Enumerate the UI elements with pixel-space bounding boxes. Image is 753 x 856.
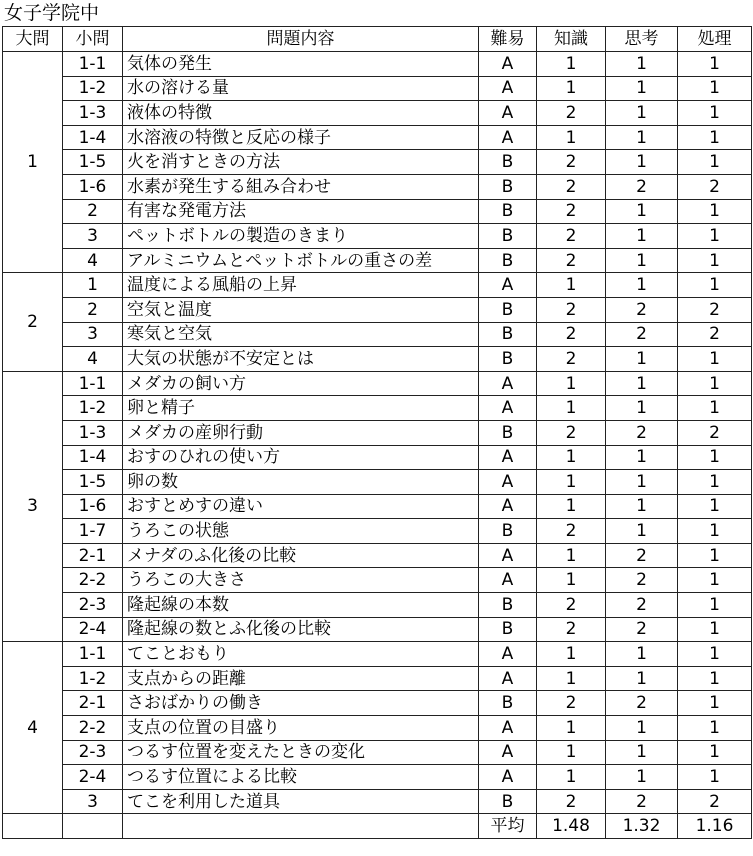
knowledge-score-cell: 2: [537, 420, 606, 445]
minor-question-cell: 1-1: [63, 52, 123, 77]
summary-blank: [3, 814, 63, 839]
difficulty-cell: A: [479, 445, 537, 470]
table-row: [3, 224, 752, 249]
table-row: [3, 125, 752, 150]
thinking-score-cell: 2: [606, 543, 678, 568]
table-row: [3, 617, 752, 642]
header-processing: 処理: [678, 27, 752, 52]
difficulty-cell: B: [479, 199, 537, 224]
knowledge-score-cell: 1: [537, 371, 606, 396]
thinking-score-cell: 1: [606, 740, 678, 765]
difficulty-cell: B: [479, 617, 537, 642]
summary-thinking: 1.32: [606, 814, 678, 839]
minor-question-cell: 1-1: [63, 371, 123, 396]
processing-score-cell: 1: [678, 593, 752, 618]
table-row: [3, 519, 752, 544]
difficulty-cell: A: [479, 642, 537, 667]
difficulty-cell: A: [479, 765, 537, 790]
table-row: [3, 297, 752, 322]
thinking-score-cell: 1: [606, 396, 678, 421]
thinking-score-cell: 1: [606, 642, 678, 667]
summary-blank: [63, 814, 123, 839]
table-row: [3, 494, 752, 519]
minor-question-cell: 1-7: [63, 519, 123, 544]
table-row: [3, 199, 752, 224]
knowledge-score-cell: 1: [537, 494, 606, 519]
table-row: [3, 273, 752, 298]
question-content-cell: 隆起線の数とふ化後の比較: [123, 617, 479, 642]
header-knowledge: 知識: [537, 27, 606, 52]
processing-score-cell: 1: [678, 740, 752, 765]
thinking-score-cell: 1: [606, 519, 678, 544]
thinking-score-cell: 1: [606, 470, 678, 495]
knowledge-score-cell: 1: [537, 765, 606, 790]
difficulty-cell: A: [479, 273, 537, 298]
question-content-cell: 支点の位置の目盛り: [123, 716, 479, 741]
minor-question-cell: 2-1: [63, 543, 123, 568]
summary-label: 平均: [479, 814, 537, 839]
minor-question-cell: 2: [63, 199, 123, 224]
summary-knowledge: 1.48: [537, 814, 606, 839]
table-row: [3, 765, 752, 790]
minor-question-cell: 2-4: [63, 765, 123, 790]
difficulty-cell: A: [479, 125, 537, 150]
minor-question-cell: 3: [63, 322, 123, 347]
question-content-cell: メダカの飼い方: [123, 371, 479, 396]
knowledge-score-cell: 1: [537, 52, 606, 77]
minor-question-cell: 4: [63, 347, 123, 372]
minor-question-cell: 2-2: [63, 716, 123, 741]
processing-score-cell: 1: [678, 248, 752, 273]
minor-question-cell: 2: [63, 297, 123, 322]
knowledge-score-cell: 2: [537, 248, 606, 273]
question-content-cell: 卵と精子: [123, 396, 479, 421]
processing-score-cell: 1: [678, 445, 752, 470]
thinking-score-cell: 2: [606, 174, 678, 199]
question-content-cell: メナダのふ化後の比較: [123, 543, 479, 568]
processing-score-cell: 1: [678, 519, 752, 544]
difficulty-cell: B: [479, 789, 537, 814]
difficulty-cell: B: [479, 347, 537, 372]
thinking-score-cell: 1: [606, 101, 678, 126]
minor-question-cell: 1-4: [63, 125, 123, 150]
table-row: [3, 642, 752, 667]
difficulty-cell: B: [479, 519, 537, 544]
knowledge-score-cell: 2: [537, 224, 606, 249]
processing-score-cell: 1: [678, 642, 752, 667]
header-content: 問題内容: [123, 27, 479, 52]
question-content-cell: 水の溶ける量: [123, 76, 479, 101]
thinking-score-cell: 1: [606, 494, 678, 519]
processing-score-cell: 1: [678, 52, 752, 77]
table-row: [3, 52, 752, 77]
question-content-cell: てことおもり: [123, 642, 479, 667]
processing-score-cell: 1: [678, 716, 752, 741]
processing-score-cell: 1: [678, 666, 752, 691]
major-question-cell: 4: [3, 642, 63, 814]
knowledge-score-cell: 2: [537, 297, 606, 322]
difficulty-cell: B: [479, 593, 537, 618]
difficulty-cell: A: [479, 101, 537, 126]
thinking-score-cell: 1: [606, 52, 678, 77]
knowledge-score-cell: 1: [537, 273, 606, 298]
minor-question-cell: 2-1: [63, 691, 123, 716]
table-row: [3, 568, 752, 593]
processing-score-cell: 1: [678, 396, 752, 421]
minor-question-cell: 3: [63, 789, 123, 814]
difficulty-cell: B: [479, 420, 537, 445]
question-content-cell: 大気の状態が不安定とは: [123, 347, 479, 372]
knowledge-score-cell: 1: [537, 445, 606, 470]
processing-score-cell: 2: [678, 789, 752, 814]
thinking-score-cell: 2: [606, 593, 678, 618]
minor-question-cell: 1-2: [63, 76, 123, 101]
header-minor: 小問: [63, 27, 123, 52]
question-content-cell: 水溶液の特徴と反応の様子: [123, 125, 479, 150]
thinking-score-cell: 2: [606, 322, 678, 347]
table-row: [3, 593, 752, 618]
summary-processing: 1.16: [678, 814, 752, 839]
header-major: 大問: [3, 27, 63, 52]
knowledge-score-cell: 2: [537, 174, 606, 199]
table-row: [3, 371, 752, 396]
processing-score-cell: 1: [678, 691, 752, 716]
thinking-score-cell: 1: [606, 224, 678, 249]
table-row: [3, 740, 752, 765]
thinking-score-cell: 2: [606, 568, 678, 593]
thinking-score-cell: 1: [606, 347, 678, 372]
question-content-cell: 液体の特徴: [123, 101, 479, 126]
processing-score-cell: 1: [678, 765, 752, 790]
table-row: [3, 445, 752, 470]
knowledge-score-cell: 2: [537, 347, 606, 372]
processing-score-cell: 1: [678, 76, 752, 101]
minor-question-cell: 1-6: [63, 494, 123, 519]
knowledge-score-cell: 2: [537, 150, 606, 175]
minor-question-cell: 4: [63, 248, 123, 273]
knowledge-score-cell: 1: [537, 543, 606, 568]
table-row: [3, 174, 752, 199]
question-analysis-table: [2, 26, 752, 839]
question-content-cell: おすとめすの違い: [123, 494, 479, 519]
question-content-cell: おすのひれの使い方: [123, 445, 479, 470]
question-content-cell: ペットボトルの製造のきまり: [123, 224, 479, 249]
table-row: [3, 716, 752, 741]
question-content-cell: うろこの大きさ: [123, 568, 479, 593]
processing-score-cell: 1: [678, 543, 752, 568]
summary-row: [3, 814, 752, 839]
minor-question-cell: 1-2: [63, 396, 123, 421]
difficulty-cell: B: [479, 297, 537, 322]
difficulty-cell: A: [479, 494, 537, 519]
knowledge-score-cell: 1: [537, 740, 606, 765]
minor-question-cell: 2-2: [63, 568, 123, 593]
processing-score-cell: 1: [678, 371, 752, 396]
knowledge-score-cell: 2: [537, 322, 606, 347]
difficulty-cell: A: [479, 716, 537, 741]
minor-question-cell: 1-4: [63, 445, 123, 470]
thinking-score-cell: 2: [606, 789, 678, 814]
minor-question-cell: 2-4: [63, 617, 123, 642]
question-content-cell: うろこの状態: [123, 519, 479, 544]
processing-score-cell: 2: [678, 322, 752, 347]
processing-score-cell: 1: [678, 617, 752, 642]
knowledge-score-cell: 1: [537, 396, 606, 421]
knowledge-score-cell: 1: [537, 666, 606, 691]
processing-score-cell: 2: [678, 297, 752, 322]
difficulty-cell: B: [479, 174, 537, 199]
minor-question-cell: 3: [63, 224, 123, 249]
minor-question-cell: 1-3: [63, 420, 123, 445]
minor-question-cell: 1: [63, 273, 123, 298]
minor-question-cell: 1-2: [63, 666, 123, 691]
question-content-cell: 水素が発生する組み合わせ: [123, 174, 479, 199]
table-row: [3, 666, 752, 691]
knowledge-score-cell: 1: [537, 642, 606, 667]
thinking-score-cell: 1: [606, 666, 678, 691]
processing-score-cell: 1: [678, 347, 752, 372]
thinking-score-cell: 1: [606, 76, 678, 101]
question-content-cell: つるす位置による比較: [123, 765, 479, 790]
thinking-score-cell: 1: [606, 445, 678, 470]
header-row: [3, 27, 752, 52]
table-row: [3, 789, 752, 814]
processing-score-cell: 1: [678, 224, 752, 249]
question-content-cell: てこを利用した道具: [123, 789, 479, 814]
thinking-score-cell: 2: [606, 617, 678, 642]
knowledge-score-cell: 2: [537, 617, 606, 642]
thinking-score-cell: 1: [606, 199, 678, 224]
knowledge-score-cell: 1: [537, 125, 606, 150]
major-question-cell: 2: [3, 273, 63, 371]
difficulty-cell: B: [479, 224, 537, 249]
table-row: [3, 101, 752, 126]
knowledge-score-cell: 2: [537, 789, 606, 814]
thinking-score-cell: 1: [606, 248, 678, 273]
minor-question-cell: 1-5: [63, 470, 123, 495]
knowledge-score-cell: 2: [537, 101, 606, 126]
major-question-cell: 3: [3, 371, 63, 642]
knowledge-score-cell: 2: [537, 593, 606, 618]
summary-blank: [123, 814, 479, 839]
table-row: [3, 76, 752, 101]
difficulty-cell: A: [479, 470, 537, 495]
minor-question-cell: 1-3: [63, 101, 123, 126]
difficulty-cell: A: [479, 666, 537, 691]
processing-score-cell: 1: [678, 273, 752, 298]
question-content-cell: 有害な発電方法: [123, 199, 479, 224]
question-content-cell: 火を消すときの方法: [123, 150, 479, 175]
processing-score-cell: 1: [678, 150, 752, 175]
difficulty-cell: A: [479, 396, 537, 421]
question-content-cell: 卵の数: [123, 470, 479, 495]
table-row: [3, 543, 752, 568]
minor-question-cell: 2-3: [63, 740, 123, 765]
header-difficulty: 難易: [479, 27, 537, 52]
difficulty-cell: A: [479, 52, 537, 77]
thinking-score-cell: 1: [606, 371, 678, 396]
processing-score-cell: 1: [678, 568, 752, 593]
question-content-cell: 温度による風船の上昇: [123, 273, 479, 298]
thinking-score-cell: 2: [606, 420, 678, 445]
knowledge-score-cell: 2: [537, 199, 606, 224]
knowledge-score-cell: 1: [537, 470, 606, 495]
processing-score-cell: 1: [678, 470, 752, 495]
table-row: [3, 420, 752, 445]
table-row: [3, 691, 752, 716]
table-row: [3, 150, 752, 175]
difficulty-cell: A: [479, 76, 537, 101]
table-row: [3, 396, 752, 421]
question-content-cell: 隆起線の本数: [123, 593, 479, 618]
processing-score-cell: 2: [678, 174, 752, 199]
question-content-cell: さおばかりの働き: [123, 691, 479, 716]
difficulty-cell: B: [479, 322, 537, 347]
thinking-score-cell: 1: [606, 125, 678, 150]
knowledge-score-cell: 2: [537, 691, 606, 716]
thinking-score-cell: 1: [606, 273, 678, 298]
difficulty-cell: B: [479, 248, 537, 273]
difficulty-cell: A: [479, 371, 537, 396]
question-content-cell: つるす位置を変えたときの変化: [123, 740, 479, 765]
header-thinking: 思考: [606, 27, 678, 52]
thinking-score-cell: 2: [606, 297, 678, 322]
thinking-score-cell: 1: [606, 150, 678, 175]
minor-question-cell: 1-5: [63, 150, 123, 175]
minor-question-cell: 1-6: [63, 174, 123, 199]
knowledge-score-cell: 1: [537, 76, 606, 101]
processing-score-cell: 1: [678, 125, 752, 150]
difficulty-cell: A: [479, 543, 537, 568]
thinking-score-cell: 2: [606, 691, 678, 716]
difficulty-cell: A: [479, 568, 537, 593]
difficulty-cell: B: [479, 691, 537, 716]
table-row: [3, 322, 752, 347]
thinking-score-cell: 1: [606, 765, 678, 790]
knowledge-score-cell: 1: [537, 716, 606, 741]
difficulty-cell: A: [479, 740, 537, 765]
knowledge-score-cell: 2: [537, 519, 606, 544]
table-row: [3, 347, 752, 372]
sheet-title: 女子学院中: [4, 2, 100, 24]
table-row: [3, 470, 752, 495]
table-row: [3, 248, 752, 273]
question-content-cell: 気体の発生: [123, 52, 479, 77]
question-content-cell: メダカの産卵行動: [123, 420, 479, 445]
question-content-cell: 支点からの距離: [123, 666, 479, 691]
question-content-cell: 寒気と空気: [123, 322, 479, 347]
thinking-score-cell: 1: [606, 716, 678, 741]
processing-score-cell: 2: [678, 420, 752, 445]
difficulty-cell: B: [479, 150, 537, 175]
question-content-cell: アルミニウムとペットボトルの重さの差: [123, 248, 479, 273]
processing-score-cell: 1: [678, 494, 752, 519]
minor-question-cell: 1-1: [63, 642, 123, 667]
question-content-cell: 空気と温度: [123, 297, 479, 322]
processing-score-cell: 1: [678, 101, 752, 126]
knowledge-score-cell: 1: [537, 568, 606, 593]
processing-score-cell: 1: [678, 199, 752, 224]
minor-question-cell: 2-3: [63, 593, 123, 618]
major-question-cell: 1: [3, 52, 63, 273]
